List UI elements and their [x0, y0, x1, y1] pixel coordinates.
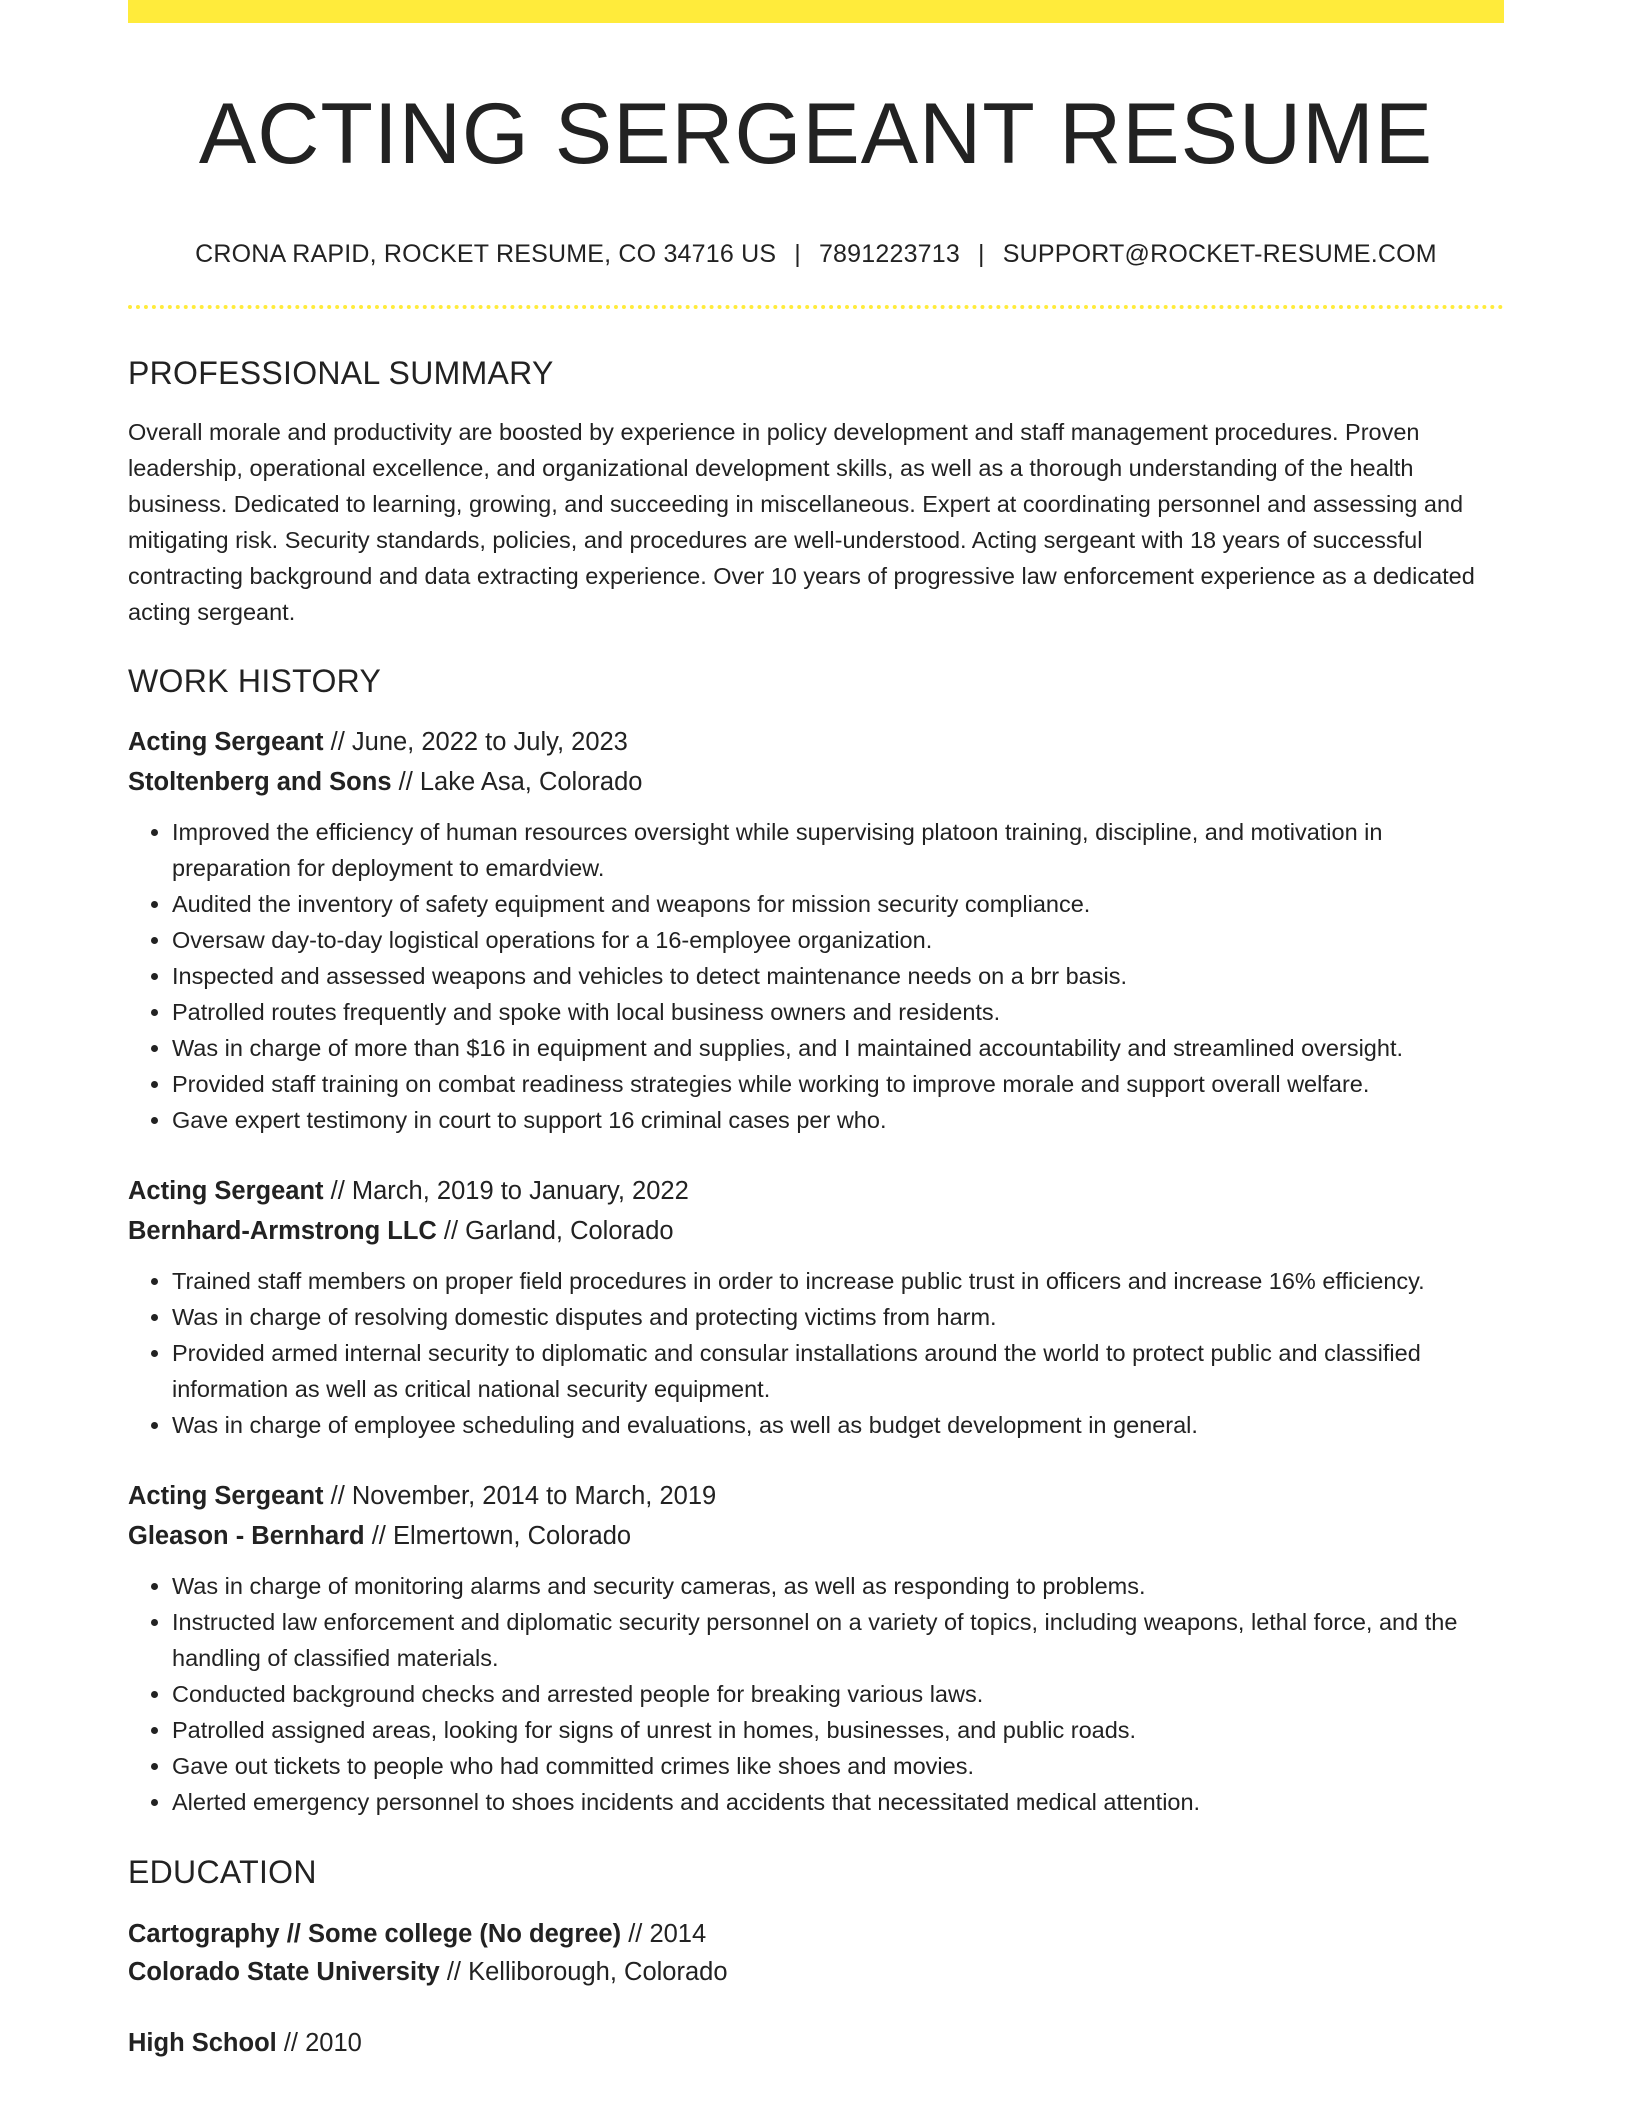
job-bullet: • Patrolled assigned areas, looking for signs of unrest in homes, businesses, and public roads.: [172, 1712, 1504, 1748]
education-degree: High School: [128, 2028, 277, 2057]
contact-phone: 7891223713: [818, 239, 960, 268]
contact-separator: |: [794, 239, 801, 268]
job-entry: [128, 722, 1504, 1138]
contact-email: SUPPORT@ROCKET-RESUME.COM: [1002, 239, 1437, 268]
contact-address: CRONA RAPID, ROCKET RESUME, CO 34716 US: [195, 239, 777, 268]
job-bullet: • Trained staff members on proper field procedures in order to increase public trust in officers and increase 16% efficiency.: [172, 1263, 1504, 1299]
resume-page: [128, 0, 1504, 2062]
job-bullet: • Was in charge of employee scheduling and evaluations, as well as budget development in general.: [172, 1407, 1504, 1443]
summary-heading: PROFESSIONAL SUMMARY: [128, 354, 554, 391]
education-degree: Cartography // Some college (No degree): [128, 1919, 622, 1948]
job-bullet: • Inspected and assessed weapons and vehicles to detect maintenance needs on a brr basis.: [172, 958, 1504, 994]
job-title: Acting Sergeant: [128, 727, 324, 756]
job-bullet: • Provided staff training on combat readiness strategies while working to improve morale and support overall welfare.: [172, 1066, 1504, 1102]
job-company-line: [128, 1516, 1504, 1556]
job-entry: [128, 1171, 1504, 1443]
job-bullet-list: [128, 814, 1504, 1138]
job-dates: // March, 2019 to January, 2022: [323, 1176, 689, 1205]
job-bullet: • Was in charge of more than $16 in equipment and supplies, and I maintained accountability and streamlined oversight.: [172, 1030, 1504, 1066]
job-bullet: • Gave expert testimony in court to support 16 criminal cases per who.: [172, 1102, 1504, 1138]
education-location: // Kelliborough, Colorado: [439, 1957, 728, 1986]
job-title-line: [128, 1171, 1504, 1211]
education-heading: EDUCATION: [128, 1853, 317, 1890]
education-school-line: [128, 1953, 1504, 1991]
education-year: // 2014: [621, 1919, 707, 1948]
job-bullet: • Was in charge of resolving domestic disputes and protecting victims from harm.: [172, 1299, 1504, 1335]
job-bullet: • Audited the inventory of safety equipment and weapons for mission security compliance.: [172, 886, 1504, 922]
accent-top-bar: [128, 0, 1504, 23]
header-divider: [128, 305, 1504, 309]
job-title: Acting Sergeant: [128, 1176, 324, 1205]
job-bullet-list: [128, 1263, 1504, 1443]
contact-line: [128, 240, 1504, 269]
job-bullet: • Gave out tickets to people who had committed crimes like shoes and movies.: [172, 1748, 1504, 1784]
contact-separator: |: [978, 239, 985, 268]
job-company-line: [128, 762, 1504, 802]
summary-text: Overall morale and productivity are boosted by experience in policy development and staff management procedures. Proven leadership, operational excellence, and organizational development skills, as well as a thorough understanding of the health business. Dedicated to learning, growing, and succeeding in miscellaneous. Expert at coordinating personnel and assessing and mitigating risk. Security standards, policies, and procedures are well-understood. Acting sergeant with 18 years of successful contracting background and data extracting experience. Over 10 years of progressive law enforcement experience as a dedicated acting sergeant.: [128, 418, 1475, 625]
job-bullet: • Instructed law enforcement and diplomatic security personnel on a variety of topics, including weapons, lethal force, and the handling of classified materials.: [172, 1604, 1504, 1676]
job-bullet-list: [128, 1568, 1504, 1820]
job-location: // Lake Asa, Colorado: [391, 767, 643, 796]
job-bullet: • Patrolled routes frequently and spoke with local business owners and residents.: [172, 994, 1504, 1030]
job-location: // Garland, Colorado: [436, 1216, 674, 1245]
job-dates: // November, 2014 to March, 2019: [323, 1481, 717, 1510]
education-degree-line: [128, 2024, 1504, 2062]
job-bullet: • Provided armed internal security to diplomatic and consular installations around the world to protect public and classified information as well as critical national security equipment.: [172, 1335, 1504, 1407]
education-year: // 2010: [276, 2028, 362, 2057]
job-location: // Elmertown, Colorado: [364, 1521, 632, 1550]
job-title: Acting Sergeant: [128, 1481, 324, 1510]
job-title-line: [128, 1476, 1504, 1516]
education-entry: [128, 1915, 1504, 1991]
job-entry: [128, 1476, 1504, 1820]
work-history-heading: WORK HISTORY: [128, 662, 382, 699]
job-dates: // June, 2022 to July, 2023: [323, 727, 628, 756]
job-bullet: • Conducted background checks and arrested people for breaking various laws.: [172, 1676, 1504, 1712]
job-bullet: • Oversaw day-to-day logistical operations for a 16-employee organization.: [172, 922, 1504, 958]
job-company-line: [128, 1211, 1504, 1251]
education-school: Colorado State University: [128, 1957, 440, 1986]
resume-title: ACTING SERGEANT RESUME: [198, 86, 1434, 182]
education-entry: [128, 2024, 1504, 2062]
job-title-line: [128, 722, 1504, 762]
job-bullet: • Was in charge of monitoring alarms and security cameras, as well as responding to problems.: [172, 1568, 1504, 1604]
job-company: Gleason - Bernhard: [128, 1521, 365, 1550]
job-bullet: • Alerted emergency personnel to shoes incidents and accidents that necessitated medical attention.: [172, 1784, 1504, 1820]
job-bullet: • Improved the efficiency of human resources oversight while supervising platoon training, discipline, and motivation in preparation for deployment to emardview.: [172, 814, 1504, 886]
job-company: Bernhard-Armstrong LLC: [128, 1216, 437, 1245]
education-degree-line: [128, 1915, 1504, 1953]
job-company: Stoltenberg and Sons: [128, 767, 392, 796]
